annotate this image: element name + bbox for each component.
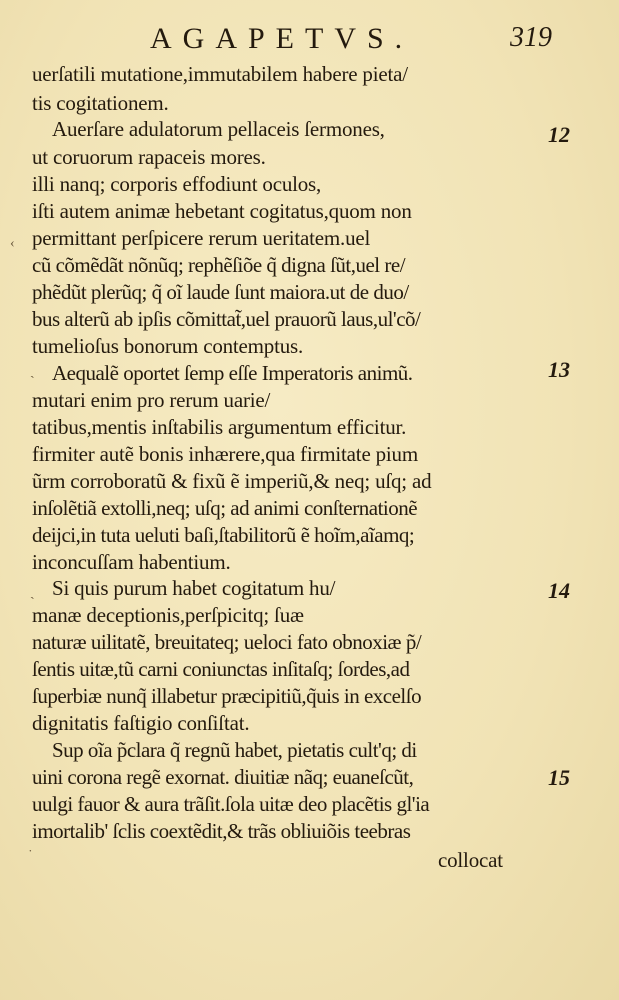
text-line: inconcuſſam habentium. [32, 550, 231, 574]
section-number: 12 [548, 122, 570, 147]
text-line: inſolẽtiã extolli,neq; uſq; ad animi conſternationẽ [32, 496, 418, 520]
text-line: manæ deceptionis,perſpicitq; ſuæ [32, 603, 304, 627]
margin-mark: ‹ [10, 236, 15, 251]
text-line: uini corona regẽ exornat. diuitiæ nãq; euaneſcũt, [32, 765, 414, 789]
margin-mark: ˎ [30, 585, 35, 600]
text-line: deijci,in tuta ueluti baſi,ſtabilitorũ ẽ hoĩm,aĩamq; [32, 523, 415, 547]
text-line: illi nanq; corporis effodiunt oculos, [32, 172, 322, 196]
text-line: Aequalẽ oportet ſemp eſſe Imperatoris animũ. [52, 361, 413, 385]
section-number: 15 [548, 765, 570, 790]
text-line: mutari enim pro rerum uarie/ [32, 388, 271, 412]
margin-mark: ˎ [30, 364, 35, 379]
text-line: ut coruorum rapaceis mores. [32, 145, 266, 169]
text-line: uulgi fauor & aura trãſit.ſola uitæ deo placẽtis gl'ia [32, 792, 430, 816]
text-line: ſuperbiæ nunq̃ illabetur præcipitiũ,q̃uis in excelſo [32, 684, 422, 708]
catchword: collocat [438, 848, 503, 872]
text-line: imortalib' ſclis coextẽdit,& trãs obliuiõis teebras [32, 819, 411, 843]
text-line: naturæ uilitatẽ, breuitateq; ueloci fato obnoxiæ p̃/ [32, 630, 422, 654]
text-line: tumelioſus bonorum contemptus. [32, 334, 304, 358]
text-line: tis cogitationem. [32, 91, 169, 115]
section-number: 14 [548, 578, 570, 603]
text-line: phẽdũt plerũq; q̃ oĩ laude ſunt maiora.ut de duo/ [32, 280, 409, 304]
text-line: permittant perſpicere rerum ueritatem.uel [32, 226, 371, 250]
text-line: cũ cõmẽdãt nõnũq; rephẽſiõe q̃ digna ſũt,uel re/ [32, 253, 406, 277]
section-number: 13 [548, 357, 570, 382]
page-number: 319 [510, 22, 552, 53]
text-line: ſentis uitæ,tũ carni coniunctas inſitaſq; ſordes,ad [32, 657, 410, 681]
text-line: Si quis purum habet cogitatum hu/ [52, 576, 336, 600]
margin-mark: ˙ [28, 848, 33, 863]
text-line: ũrm corroboratũ & fixũ ẽ imperiũ,& neq; uſq; ad [32, 469, 432, 493]
text-line: Sup oĩa p̃clara q̃ regnũ habet, pietatis cult'q; di [52, 738, 417, 762]
running-head: AGAPETVS. [150, 22, 414, 55]
text-line: bus alterũ ab ipſis cõmittat̃,uel prauorũ laus,ul'cõ/ [32, 307, 421, 331]
text-line: uerſatili mutatione,immutabilem habere pieta/ [32, 62, 408, 86]
text-line: dignitatis faſtigio conſiſtat. [32, 711, 250, 735]
text-line: firmiter autẽ bonis inhærere,qua firmitate pium [32, 442, 418, 466]
text-line: Auerſare adulatorum pellaceis ſermones, [52, 117, 385, 141]
text-line: iſti autem animæ hebetant cogitatus,quom non [32, 199, 412, 223]
text-line: tatibus,mentis inſtabilis argumentum efficitur. [32, 415, 407, 439]
